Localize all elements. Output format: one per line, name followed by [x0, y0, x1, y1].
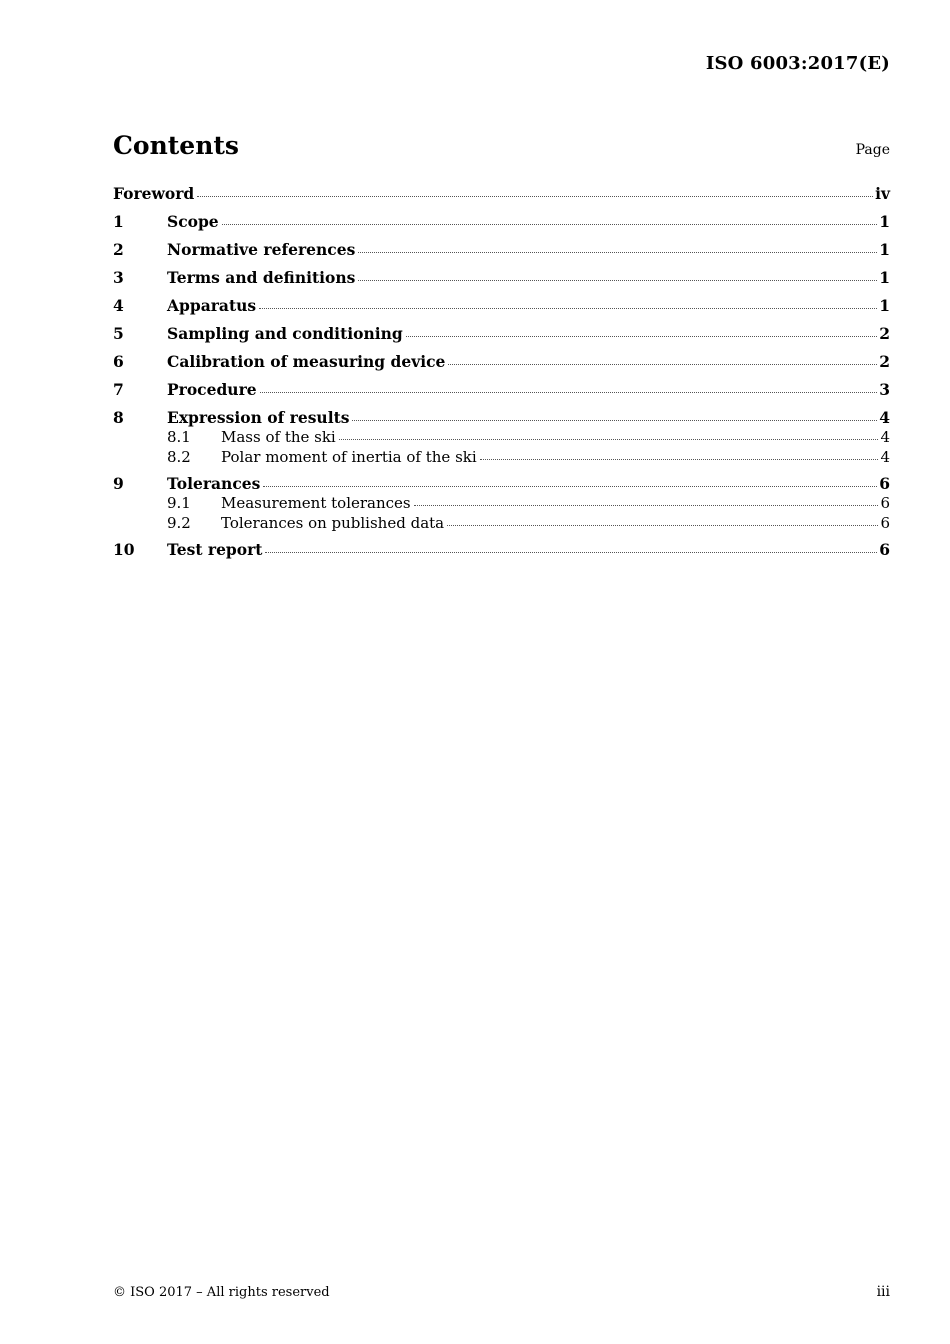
toc-entry-number: 8.2 [167, 448, 191, 466]
toc-entry-page: 1 [879, 212, 890, 231]
toc-entry-number: 6 [113, 352, 124, 371]
toc-entry-title: Calibration of measuring device [167, 352, 446, 371]
toc-entry-number: 2 [113, 240, 124, 259]
toc-entry-title: Expression of results [167, 408, 350, 427]
dot-leader [447, 525, 878, 526]
toc-entry-terms-and-definitions[interactable] [113, 268, 890, 296]
dot-leader [260, 392, 878, 393]
contents-heading: Contents [113, 131, 240, 160]
toc-entry-page: 4 [880, 428, 890, 446]
dot-leader [406, 336, 877, 337]
toc-entry-page: 4 [879, 408, 890, 427]
toc-entry-page: 6 [880, 514, 890, 532]
toc-subentry-polar-moment[interactable] [113, 448, 890, 468]
toc-entry-number: 9 [113, 474, 124, 493]
toc-entry-title: Procedure [167, 380, 257, 399]
toc-entry-title: Mass of the ski [221, 428, 336, 446]
toc-entry-number: 8.1 [167, 428, 191, 446]
toc-entry-page: 6 [880, 494, 890, 512]
toc-entry-apparatus[interactable] [113, 296, 890, 324]
copyright-notice: © ISO 2017 – All rights reserved [113, 1285, 330, 1300]
page-number: iii [876, 1284, 890, 1300]
toc-entry-sampling-and-conditioning[interactable] [113, 324, 890, 352]
page-column-label: Page [855, 142, 890, 158]
toc-entry-number: 7 [113, 380, 124, 399]
document-id: ISO 6003:2017(E) [705, 53, 890, 74]
dot-leader [197, 196, 873, 197]
toc-entry-title: Polar moment of inertia of the ski [221, 448, 477, 466]
toc-entry-page: 4 [880, 448, 890, 466]
toc-entry-page: 1 [879, 240, 890, 259]
dot-leader [352, 420, 877, 421]
toc-entry-number: 10 [113, 540, 135, 559]
toc-entry-page: 1 [879, 268, 890, 287]
toc-entry-title: Normative references [167, 240, 356, 259]
toc-entry-page: 1 [879, 296, 890, 315]
toc-entry-title: Tolerances on published data [221, 514, 445, 532]
dot-leader [480, 459, 879, 460]
toc-entry-number: 9.2 [167, 514, 191, 532]
dot-leader [339, 439, 879, 440]
toc-entry-title: Terms and definitions [167, 268, 356, 287]
table-of-contents [113, 184, 890, 568]
toc-entry-foreword[interactable] [113, 184, 890, 212]
toc-entry-test-report[interactable] [113, 540, 890, 568]
toc-entry-title: Sampling and conditioning [167, 324, 403, 343]
dot-leader [259, 308, 877, 309]
dot-leader [263, 486, 877, 487]
toc-entry-title: Scope [167, 212, 219, 231]
toc-entry-number: 8 [113, 408, 124, 427]
toc-entry-calibration[interactable] [113, 352, 890, 380]
toc-entry-page: 3 [879, 380, 890, 399]
toc-entry-normative-references[interactable] [113, 240, 890, 268]
toc-entry-title: Test report [167, 540, 263, 559]
toc-entry-scope[interactable] [113, 212, 890, 240]
toc-entry-title: Apparatus [167, 296, 257, 315]
dot-leader [448, 364, 877, 365]
toc-entry-title: Tolerances [167, 474, 261, 493]
toc-subentry-tolerances-published-data[interactable] [113, 514, 890, 534]
toc-entry-page: 2 [879, 352, 890, 371]
toc-entry-number: 1 [113, 212, 124, 231]
toc-entry-page: 2 [879, 324, 890, 343]
dot-leader [265, 552, 877, 553]
toc-entry-number: 5 [113, 324, 124, 343]
toc-entry-number: 3 [113, 268, 124, 287]
toc-subentry-mass-of-ski[interactable] [113, 428, 890, 448]
toc-subentry-measurement-tolerances[interactable] [113, 494, 890, 514]
dot-leader [358, 252, 877, 253]
dot-leader [358, 280, 877, 281]
toc-entry-page: 6 [879, 474, 890, 493]
toc-entry-number: 4 [113, 296, 124, 315]
toc-entry-page: iv [875, 184, 890, 203]
dot-leader [414, 505, 879, 506]
toc-entry-title: Measurement tolerances [221, 494, 411, 512]
toc-entry-page: 6 [879, 540, 890, 559]
toc-entry-title: Foreword [113, 184, 195, 203]
dot-leader [222, 224, 878, 225]
toc-entry-procedure[interactable] [113, 380, 890, 408]
toc-entry-number: 9.1 [167, 494, 191, 512]
